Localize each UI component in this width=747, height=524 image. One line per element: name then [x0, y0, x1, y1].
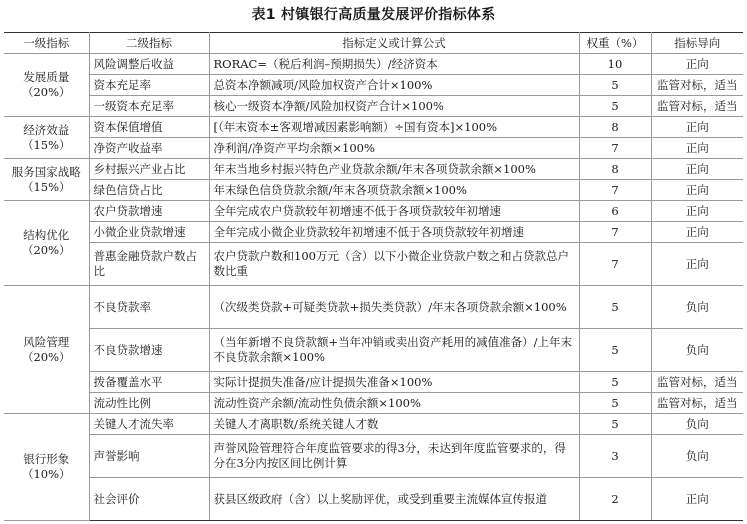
level1-name: 银行形象 — [23, 452, 70, 466]
direction-value: 正向 — [651, 117, 743, 138]
table-row — [4, 75, 743, 96]
level1-indicator-cell — [4, 159, 89, 201]
level2-indicator: 农户贷款增速 — [89, 201, 209, 222]
definition-formula: 实际计提损失准备/应计提损失准备×100% — [209, 372, 579, 393]
weight-value: 5 — [579, 329, 651, 372]
header-level1: 一级指标 — [4, 33, 89, 54]
header-weight: 权重（%） — [579, 33, 651, 54]
table-row — [4, 329, 743, 372]
weight-value: 7 — [579, 180, 651, 201]
weight-value: 2 — [579, 478, 651, 521]
definition-formula: 核心一级资本净额/风险加权资产合计×100% — [209, 96, 579, 117]
level1-weight: （15%） — [21, 137, 71, 152]
level1-indicator-cell — [4, 414, 89, 521]
level2-indicator: 绿色信贷占比 — [89, 180, 209, 201]
definition-formula: 农户贷款户数和100万元（含）以下小微企业贷款户数之和占贷款总户数比重 — [209, 243, 579, 286]
table-row — [4, 435, 743, 478]
definition-formula: 获县区级政府（含）以上奖励评优，或受到重要主流媒体宣传报道 — [209, 478, 579, 521]
level1-name: 结构优化 — [23, 228, 70, 242]
level1-weight: （20%） — [21, 85, 71, 99]
level1-weight: （20%） — [21, 349, 71, 364]
weight-value: 7 — [579, 243, 651, 286]
definition-formula: 关键人才离职数/系统关键人才数 — [209, 414, 579, 435]
definition-formula: （当年新增不良贷款额+当年冲销或卖出资产耗用的减值准备）/上年末不良贷款余额×100% — [209, 329, 579, 372]
definition-formula: RORAC=（税后利润–预期损失）/经济资本 — [209, 54, 579, 75]
weight-value: 10 — [579, 54, 651, 75]
definition-formula: 年末当地乡村振兴特色产业贷款余额/年末各项贷款余额×100% — [209, 159, 579, 180]
weight-value: 5 — [579, 75, 651, 96]
direction-value: 负向 — [651, 329, 743, 372]
level2-indicator: 社会评价 — [89, 478, 209, 521]
definition-formula: 年末绿色信贷贷款余额/年末各项贷款余额×100% — [209, 180, 579, 201]
table-row — [4, 159, 743, 180]
weight-value: 5 — [579, 372, 651, 393]
table-row — [4, 222, 743, 243]
level2-indicator: 拨备覆盖水平 — [89, 372, 209, 393]
direction-value: 正向 — [651, 243, 743, 286]
level1-weight: （10%） — [21, 467, 71, 481]
level1-indicator-cell — [4, 286, 89, 414]
direction-value: 正向 — [651, 159, 743, 180]
table-row — [4, 414, 743, 435]
weight-value: 5 — [579, 96, 651, 117]
level1-name: 发展质量 — [23, 70, 70, 84]
weight-value: 5 — [579, 286, 651, 329]
table-row — [4, 96, 743, 117]
weight-value: 5 — [579, 393, 651, 414]
direction-value: 监管对标，适当 — [651, 75, 743, 96]
direction-value: 负向 — [651, 414, 743, 435]
definition-formula: [（年末资本±客观增减因素影响额）÷国有资本]×100% — [209, 117, 579, 138]
indicator-table — [4, 32, 743, 521]
table-row — [4, 372, 743, 393]
level1-indicator-cell — [4, 117, 89, 159]
weight-value: 7 — [579, 222, 651, 243]
level2-indicator: 资本充足率 — [89, 75, 209, 96]
table-row — [4, 243, 743, 286]
table-row — [4, 180, 743, 201]
weight-value: 8 — [579, 117, 651, 138]
weight-value: 8 — [579, 159, 651, 180]
weight-value: 6 — [579, 201, 651, 222]
definition-formula: （次级类贷款+可疑类贷款+损失类贷款）/年末各项贷款余额×100% — [209, 286, 579, 329]
level1-name: 风险管理 — [23, 334, 70, 349]
level1-indicator-cell — [4, 54, 89, 117]
table-row — [4, 54, 743, 75]
header-level2: 二级指标 — [89, 33, 209, 54]
direction-value: 监管对标，适当 — [651, 393, 743, 414]
definition-formula: 全年完成农户贷款较年初增速不低于各项贷款较年初增速 — [209, 201, 579, 222]
definition-formula: 全年完成小微企业贷款较年初增速不低于各项贷款较年初增速 — [209, 222, 579, 243]
level2-indicator: 风险调整后收益 — [89, 54, 209, 75]
weight-value: 5 — [579, 414, 651, 435]
level1-name: 经济效益 — [23, 122, 70, 137]
definition-formula: 净利润/净资产平均余额×100% — [209, 138, 579, 159]
level1-weight: （15%） — [21, 179, 71, 194]
direction-value: 正向 — [651, 478, 743, 521]
header-row — [4, 33, 743, 54]
definition-formula: 声誉风险管理符合年度监管要求的得3分，未达到年度监管要求的，得分在3分内按区间比例计算 — [209, 435, 579, 478]
level2-indicator: 乡村振兴产业占比 — [89, 159, 209, 180]
weight-value: 7 — [579, 138, 651, 159]
level2-indicator: 一级资本充足率 — [89, 96, 209, 117]
table-caption: 表1 村镇银行高质量发展评价指标体系 — [251, 7, 496, 23]
table-row — [4, 478, 743, 521]
direction-value: 监管对标，适当 — [651, 372, 743, 393]
header-direction: 指标导向 — [651, 33, 743, 54]
direction-value: 负向 — [651, 286, 743, 329]
level2-indicator: 不良贷款增速 — [89, 329, 209, 372]
table-row — [4, 286, 743, 329]
direction-value: 正向 — [651, 201, 743, 222]
level2-indicator: 资本保值增值 — [89, 117, 209, 138]
level2-indicator: 不良贷款率 — [89, 286, 209, 329]
direction-value: 正向 — [651, 180, 743, 201]
level1-weight: （20%） — [21, 243, 71, 257]
direction-value: 正向 — [651, 222, 743, 243]
level1-indicator-cell — [4, 201, 89, 286]
direction-value: 监管对标，适当 — [651, 96, 743, 117]
weight-value: 3 — [579, 435, 651, 478]
level2-indicator: 流动性比例 — [89, 393, 209, 414]
table-row — [4, 201, 743, 222]
table-row — [4, 117, 743, 138]
level2-indicator: 小微企业贷款增速 — [89, 222, 209, 243]
direction-value: 正向 — [651, 54, 743, 75]
level1-name: 服务国家战略 — [11, 164, 81, 179]
table-row — [4, 138, 743, 159]
direction-value: 正向 — [651, 138, 743, 159]
level2-indicator: 声誉影响 — [89, 435, 209, 478]
definition-formula: 流动性资产余额/流动性负债余额×100% — [209, 393, 579, 414]
header-definition: 指标定义或计算公式 — [209, 33, 579, 54]
level2-indicator: 关键人才流失率 — [89, 414, 209, 435]
direction-value: 负向 — [651, 435, 743, 478]
table-row — [4, 393, 743, 414]
level2-indicator: 普惠金融贷款户数占比 — [89, 243, 209, 286]
level2-indicator: 净资产收益率 — [89, 138, 209, 159]
definition-formula: 总资本净额减项/风险加权资产合计×100% — [209, 75, 579, 96]
table-body — [4, 54, 743, 521]
